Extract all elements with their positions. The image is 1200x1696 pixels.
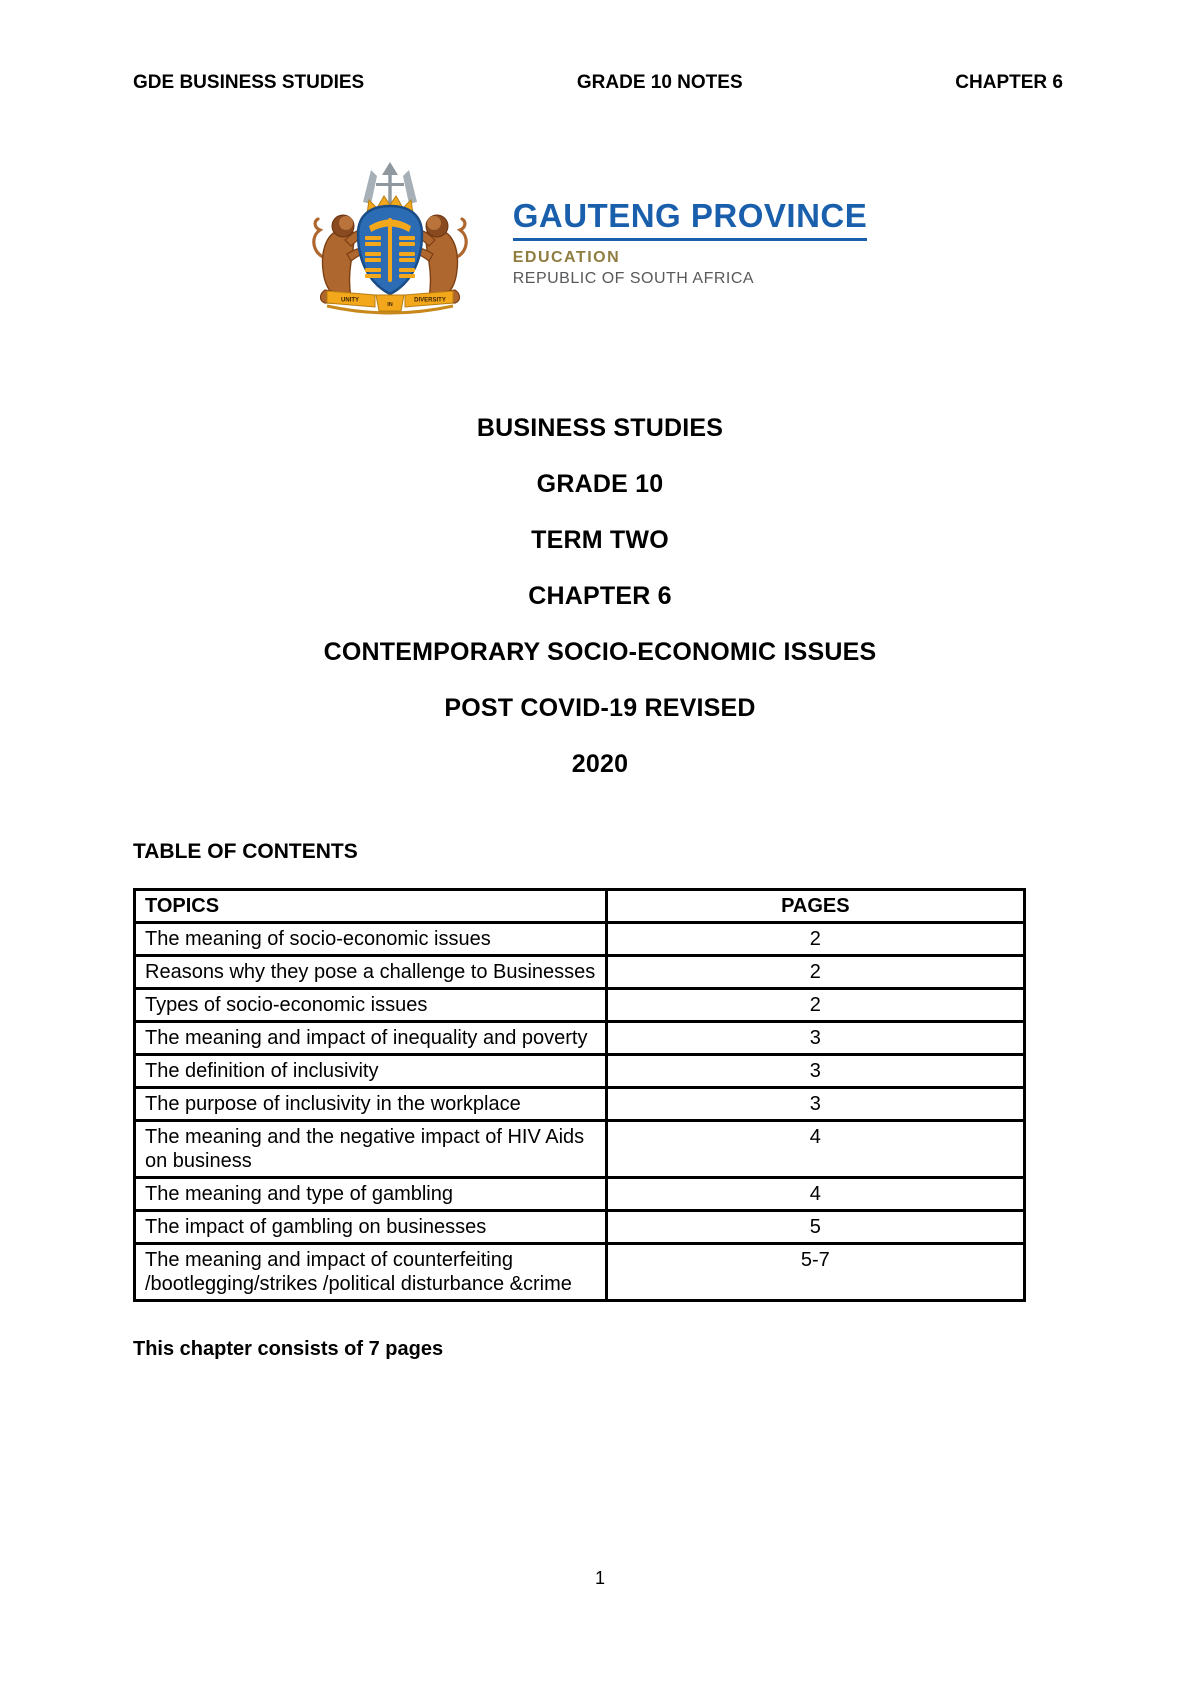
topic-cell: Reasons why they pose a challenge to Businesses [135,956,607,989]
motto-mid-label: IN [386,302,393,308]
topic-cell: The meaning of socio-economic issues [135,923,607,956]
logo-province-name: GAUTENG PROVINCE [513,197,868,241]
header-left: GDE BUSINESS STUDIES [133,72,365,93]
table-row [135,1178,1025,1211]
table-row [135,1088,1025,1121]
pages-cell: 2 [606,923,1024,956]
pages-cell: 4 [606,1178,1024,1211]
running-header [0,0,1200,94]
gauteng-coat-of-arms-icon [305,162,475,322]
logo-department: EDUCATION [512,248,621,266]
topic-cell: The impact of gambling on businesses [135,1211,607,1244]
shield-icon [358,206,422,294]
toc-col-pages: PAGES [606,890,1024,923]
table-row [135,1244,1025,1301]
title-line-revision: POST COVID-19 REVISED [444,694,756,722]
toc-table [133,888,1026,1302]
topic-cell: The meaning and the negative impact of HIV Aids on business [135,1121,607,1178]
pages-cell: 4 [606,1121,1024,1178]
toc-header-row [135,890,1025,923]
topic-cell: The purpose of inclusivity in the workplace [135,1088,607,1121]
title-line-grade: GRADE 10 [536,470,664,498]
motto-right-label: DIVERSITY [413,297,446,304]
table-row [135,989,1025,1022]
logo-country: REPUBLIC OF SOUTH AFRICA [512,269,755,287]
topic-cell: The meaning and type of gambling [135,1178,607,1211]
pages-cell: 2 [606,956,1024,989]
table-row [135,1022,1025,1055]
pages-cell: 3 [606,1055,1024,1088]
logo-block [305,162,868,322]
pages-cell: 5 [606,1211,1024,1244]
provincial-logo [0,162,1200,322]
header-center: GRADE 10 NOTES [576,72,743,93]
logo-text-block [513,197,868,288]
table-row [135,1055,1025,1088]
topic-cell: The meaning and impact of counterfeiting /bootlegging/strikes /political disturbance &crime [135,1244,607,1301]
pages-cell: 5-7 [606,1244,1024,1301]
table-row [135,923,1025,956]
title-line-subject: BUSINESS STUDIES [476,414,724,442]
header-right: CHAPTER 6 [955,72,1063,93]
page-number: 1 [594,1568,605,1588]
motto-left-label: UNITY [340,297,359,304]
topic-cell: The definition of inclusivity [135,1055,607,1088]
table-row [135,956,1025,989]
table-row [135,1121,1025,1178]
title-line-term: TERM TWO [531,526,669,554]
title-line-topic: CONTEMPORARY SOCIO-ECONOMIC ISSUES [323,638,877,666]
toc-col-topics: TOPICS [135,890,607,923]
pages-cell: 3 [606,1022,1024,1055]
title-line-year: 2020 [571,750,629,778]
pages-cell: 3 [606,1088,1024,1121]
chapter-note: This chapter consists of 7 pages [133,1338,444,1360]
pages-cell: 2 [606,989,1024,1022]
table-row [135,1211,1025,1244]
topic-cell: The meaning and impact of inequality and poverty [135,1022,607,1055]
title-block [0,414,1200,778]
title-line-chapter: CHAPTER 6 [528,582,672,610]
toc-heading: TABLE OF CONTENTS [133,840,358,863]
topic-cell: Types of socio-economic issues [135,989,607,1022]
